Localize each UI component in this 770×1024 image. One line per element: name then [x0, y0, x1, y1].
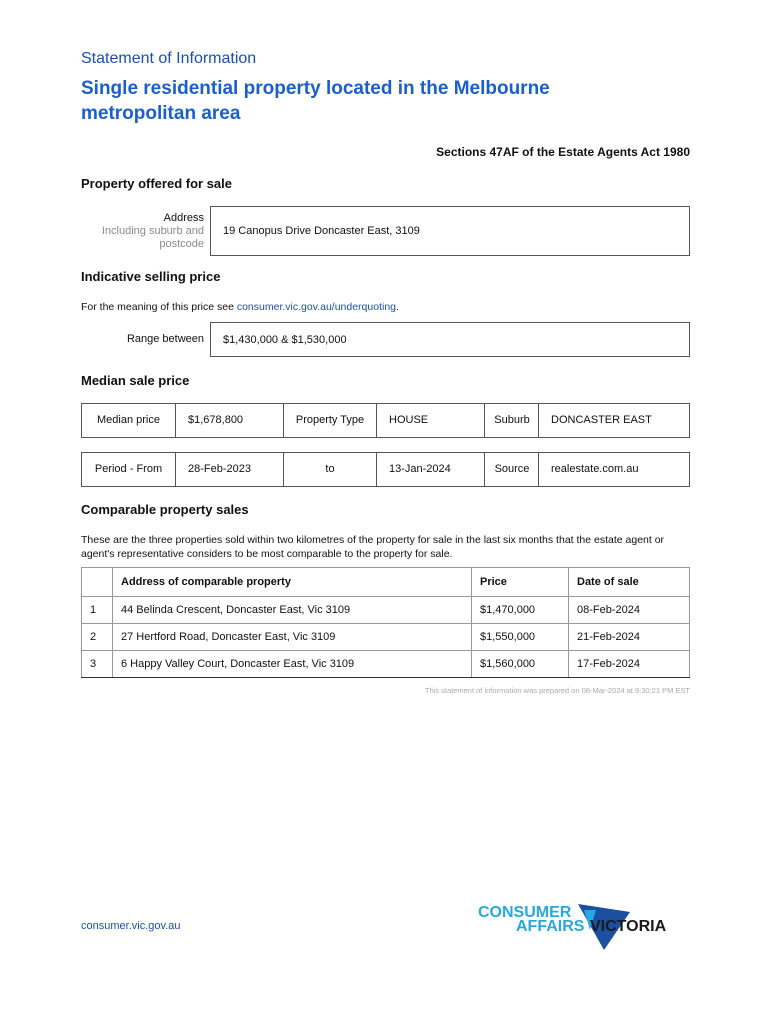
section-title-comparable-sales: Comparable property sales — [81, 502, 249, 517]
logo-line-3: VICTORIA — [590, 918, 667, 935]
property-type-value: HOUSE — [376, 404, 485, 437]
range-value-box — [210, 322, 690, 357]
range-label: Range between — [126, 333, 204, 345]
table-row — [82, 597, 690, 624]
property-type-label: Property Type — [295, 414, 365, 426]
address-value: 19 Canopus Drive Doncaster East, 3109 — [223, 225, 420, 237]
period-to-value: 13-Jan-2024 — [376, 453, 485, 486]
row-price: $1,470,000 — [472, 597, 569, 624]
row-address: 44 Belinda Crescent, Doncaster East, Vic 3109 — [113, 597, 472, 624]
indicative-note-suffix: . — [396, 301, 399, 313]
table-header-price: Price — [472, 568, 569, 597]
source-value: realestate.com.au — [538, 453, 690, 486]
row-price: $1,560,000 — [472, 651, 569, 678]
consumer-affairs-victoria-logo — [478, 900, 678, 956]
address-row — [81, 206, 690, 256]
table-row — [82, 624, 690, 651]
row-address: 6 Happy Valley Court, Doncaster East, Vic 3109 — [113, 651, 472, 678]
footer-website-link[interactable]: consumer.vic.gov.au — [81, 920, 181, 932]
address-value-box — [210, 206, 690, 256]
median-price-label: Median price — [97, 414, 160, 426]
section-title-indicative-price: Indicative selling price — [81, 269, 221, 284]
page-title: Single residential property located in the Melbourne metropolitan area — [81, 78, 550, 124]
section-title-property-offered: Property offered for sale — [81, 176, 232, 191]
table-header-address: Address of comparable property — [113, 568, 472, 597]
address-label: Address — [163, 212, 204, 224]
table-header-row — [82, 568, 690, 597]
table-row — [82, 651, 690, 678]
row-date: 17-Feb-2024 — [569, 651, 690, 678]
document-type: Statement of Information — [81, 50, 257, 67]
indicative-note — [81, 300, 399, 314]
median-row-1 — [81, 403, 690, 438]
table-header-date: Date of sale — [569, 568, 690, 597]
prepared-timestamp: This statement of information was prepared on 08-Mar-2024 at 9:30:21 PM EST — [424, 686, 690, 695]
comparable-description: These are the three properties sold within two kilometres of the property for sale in the last six months that the estate agent or agent's representative considers to be most comparable to the property for sale. — [81, 534, 665, 560]
suburb-value: DONCASTER EAST — [538, 404, 690, 437]
price-range-row — [81, 322, 690, 357]
row-price: $1,550,000 — [472, 624, 569, 651]
range-value: $1,430,000 & $1,530,000 — [223, 334, 347, 346]
comparable-sales-table — [81, 567, 690, 678]
row-number: 2 — [82, 624, 113, 651]
source-label: Source — [494, 463, 530, 475]
period-from-value: 28-Feb-2023 — [175, 453, 284, 486]
address-label-group — [81, 212, 204, 251]
row-number: 1 — [82, 597, 113, 624]
underquoting-link[interactable]: consumer.vic.gov.au/underquoting — [236, 301, 396, 313]
address-sublabel: Including suburb and postcode — [101, 225, 204, 250]
row-number: 3 — [82, 651, 113, 678]
row-date: 08-Feb-2024 — [569, 597, 690, 624]
median-price-value: $1,678,800 — [175, 404, 284, 437]
period-from-label: Period - From — [94, 463, 163, 475]
row-address: 27 Hertford Road, Doncaster East, Vic 3109 — [113, 624, 472, 651]
section-title-median-price: Median sale price — [81, 373, 190, 388]
row-date: 21-Feb-2024 — [569, 624, 690, 651]
median-row-2 — [81, 452, 690, 487]
logo-line-2: AFFAIRS — [516, 918, 585, 935]
logo-line-1: CONSUMER — [478, 904, 572, 921]
suburb-label: Suburb — [494, 414, 530, 426]
indicative-note-prefix: For the meaning of this price see — [81, 301, 237, 313]
act-reference: Sections 47AF of the Estate Agents Act 1980 — [436, 145, 690, 159]
table-header-num — [82, 568, 113, 597]
period-to-label: to — [325, 463, 335, 475]
victoria-map-icon — [478, 900, 678, 956]
